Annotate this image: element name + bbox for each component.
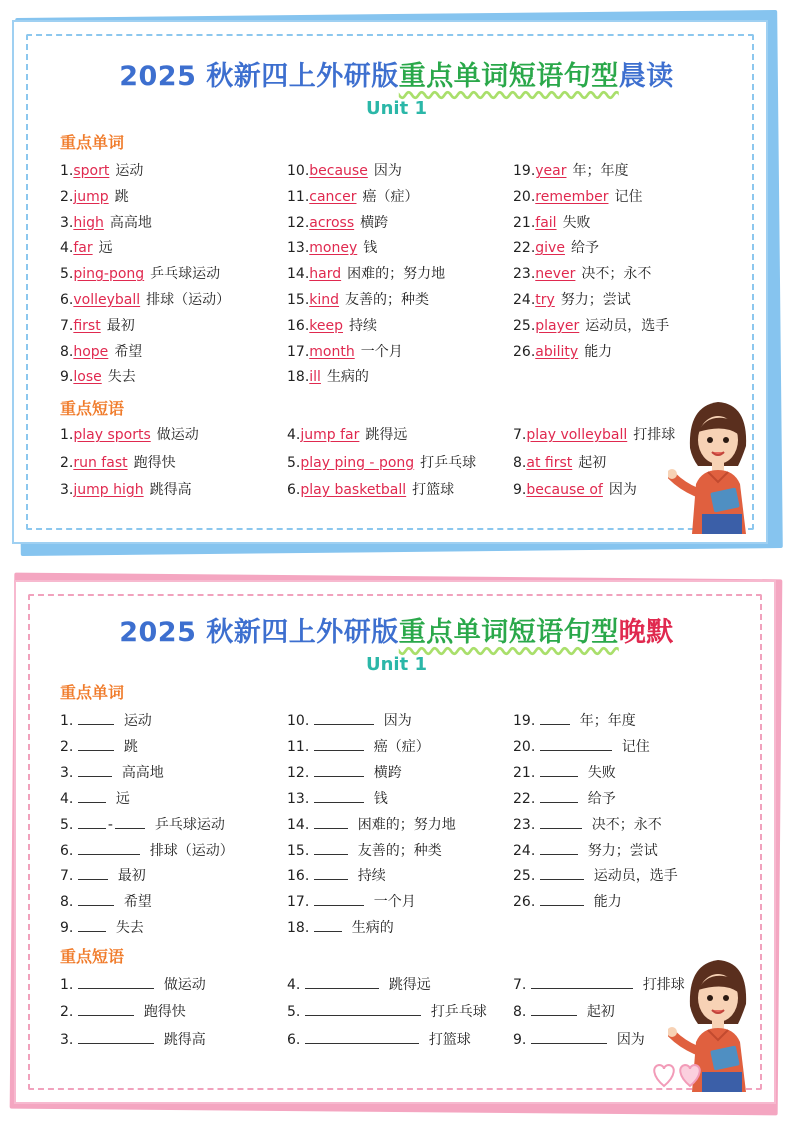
word-number: 19. — [513, 163, 536, 179]
answer-blank — [540, 711, 570, 725]
phrase-chinese: 跑得快 — [143, 1004, 186, 1021]
word-item — [513, 214, 591, 232]
answer-blank — [305, 1002, 421, 1016]
word-english: because — [309, 163, 368, 179]
phrase-chinese: 做运动 — [163, 977, 206, 993]
blank-word-item — [513, 892, 622, 911]
word-chinese: 生病的 — [351, 920, 394, 937]
word-chinese: 运动员，选手 — [593, 868, 678, 885]
answer-blank — [540, 789, 578, 803]
word-number: 9. — [60, 920, 74, 937]
word-number: 17. — [287, 343, 310, 360]
word-number: 19. — [513, 713, 536, 729]
phrase-english: jump far — [300, 427, 360, 443]
phrase-chinese: 打乒乓球 — [420, 454, 477, 471]
phrase-english: because of — [526, 482, 603, 498]
word-english: ill — [309, 369, 321, 386]
word-chinese: 年；年度 — [572, 163, 629, 179]
word-chinese: 希望 — [114, 343, 143, 360]
word-chinese: 横跨 — [373, 764, 402, 781]
phrase-number: 6. — [287, 482, 301, 498]
blank-word-item — [60, 892, 152, 911]
word-chinese: 记住 — [614, 188, 643, 205]
word-item — [513, 343, 612, 361]
word-item — [513, 239, 599, 257]
blank-phrase-item — [513, 975, 685, 994]
word-number: 23. — [513, 816, 536, 833]
phrase-english: play sports — [73, 427, 151, 443]
blank-word-item — [60, 918, 144, 937]
word-number: 8. — [60, 343, 74, 360]
blank-word-item — [287, 737, 430, 756]
word-item — [513, 317, 669, 335]
word-item — [287, 343, 403, 361]
blank-word-item — [287, 789, 388, 808]
word-english: sport — [73, 163, 110, 179]
phrase-number: 7. — [513, 977, 527, 993]
word-chinese: 持续 — [357, 868, 386, 885]
word-english: high — [73, 214, 104, 231]
blank-phrase-item — [60, 975, 206, 994]
word-number: 20. — [513, 738, 536, 755]
word-chinese: 最初 — [117, 868, 146, 885]
answer-blank — [531, 975, 633, 989]
word-number: 16. — [287, 868, 310, 885]
word-number: 3. — [60, 764, 74, 781]
word-item — [513, 291, 631, 309]
phrase-number: 2. — [60, 1004, 74, 1021]
phrase-number: 9. — [513, 482, 527, 498]
answer-blank — [78, 763, 112, 777]
word-chinese: 友善的；种类 — [345, 292, 430, 308]
word-item — [513, 188, 642, 206]
blank-word-item — [60, 737, 138, 756]
word-chinese: 运动 — [115, 163, 144, 179]
word-number: 25. — [513, 317, 536, 334]
blank-word-item — [287, 763, 402, 782]
word-number: 13. — [287, 790, 310, 807]
phrase-item — [287, 426, 407, 444]
word-chinese: 友善的；种类 — [357, 842, 442, 859]
phrase-english: at first — [526, 454, 573, 471]
answer-blank — [314, 763, 364, 777]
word-chinese: 高高地 — [109, 214, 152, 231]
word-number: 5. — [60, 816, 74, 833]
blank-word-item — [287, 892, 416, 911]
word-chinese: 运动员，选手 — [585, 317, 670, 334]
blank-word-item — [513, 711, 636, 730]
answer-blank — [78, 918, 106, 932]
word-item — [60, 214, 152, 232]
word-number: 4. — [60, 240, 74, 257]
word-english: try — [535, 292, 555, 308]
word-english: jump — [73, 188, 109, 205]
blank-word-item — [513, 763, 616, 782]
word-item — [60, 343, 142, 361]
blank-word-item — [60, 815, 225, 834]
phrase-item — [513, 454, 606, 472]
word-chinese: 给予 — [587, 790, 616, 807]
word-chinese: 努力；尝试 — [560, 292, 631, 308]
bottom-words-heading: 重点单词 — [60, 683, 125, 702]
word-english: kind — [309, 292, 340, 308]
word-number: 2. — [60, 188, 74, 205]
answer-blank — [305, 975, 379, 989]
word-item — [287, 317, 377, 335]
word-english: hope — [73, 343, 109, 360]
answer-blank — [78, 737, 114, 751]
answer-blank — [531, 1002, 577, 1016]
blank-word-item — [60, 789, 130, 808]
word-number: 7. — [60, 317, 74, 334]
phrase-english: play ping - pong — [300, 454, 415, 471]
word-number: 6. — [60, 292, 74, 308]
word-chinese: 横跨 — [360, 214, 389, 231]
word-chinese: 持续 — [349, 317, 377, 334]
word-chinese: 决不；永不 — [581, 266, 652, 283]
word-english: ping-pong — [73, 266, 145, 283]
word-item — [60, 291, 230, 309]
answer-blank — [540, 737, 612, 751]
phrase-chinese: 跳得高 — [163, 1031, 206, 1048]
phrase-chinese: 跳得高 — [149, 482, 192, 498]
word-chinese: 因为 — [373, 163, 402, 179]
blank-word-item — [513, 866, 678, 885]
blank-phrase-item — [60, 1002, 186, 1021]
word-item — [60, 188, 129, 206]
word-chinese: 因为 — [383, 713, 412, 729]
answer-blank — [78, 1030, 154, 1044]
phrase-item — [287, 454, 476, 472]
top-words-heading: 重点单词 — [60, 133, 125, 152]
word-number: 4. — [60, 790, 74, 807]
word-number: 1. — [60, 163, 74, 179]
word-chinese: 给予 — [570, 240, 599, 257]
word-chinese: 希望 — [123, 894, 152, 911]
blank-word-item — [287, 841, 442, 860]
word-english: fail — [535, 214, 557, 231]
phrase-english: run fast — [73, 454, 128, 471]
top-title: 2025 秋新四上外研版重点单词短语句型晨读 — [119, 61, 674, 92]
phrase-number: 6. — [287, 1031, 301, 1048]
word-number: 1. — [60, 713, 74, 729]
word-number: 7. — [60, 868, 74, 885]
phrase-item — [60, 454, 176, 472]
word-item — [287, 239, 377, 257]
blank-phrase-item — [287, 975, 431, 994]
answer-blank — [314, 841, 348, 855]
word-number: 25. — [513, 868, 536, 885]
answer-blank — [78, 841, 140, 855]
phrase-number: 9. — [513, 1031, 527, 1048]
word-number: 11. — [287, 738, 310, 755]
answer-blank — [78, 975, 154, 989]
word-chinese: 决不；永不 — [591, 816, 662, 833]
word-number: 14. — [287, 816, 310, 833]
blank-word-item — [287, 711, 412, 730]
word-number: 8. — [60, 894, 74, 911]
word-chinese: 癌（症） — [362, 188, 419, 205]
phrase-english: play basketball — [300, 482, 407, 498]
word-english: lose — [73, 369, 102, 386]
phrase-item — [60, 426, 199, 444]
word-number: 20. — [513, 188, 536, 205]
word-number: 24. — [513, 842, 536, 859]
blank-separator: - — [107, 816, 113, 833]
word-chinese: 记住 — [621, 738, 650, 755]
answer-blank — [314, 918, 342, 932]
word-chinese: 努力；尝试 — [587, 842, 658, 859]
phrase-chinese: 做运动 — [156, 427, 199, 443]
word-chinese: 跳 — [123, 738, 138, 755]
phrase-number: 2. — [60, 454, 74, 471]
word-chinese: 失败 — [562, 214, 591, 231]
phrase-chinese: 跳得远 — [365, 427, 408, 443]
word-chinese: 能力 — [593, 894, 622, 911]
word-number: 11. — [287, 188, 310, 205]
phrase-chinese: 因为 — [608, 482, 637, 498]
bottom-phrases-heading: 重点短语 — [60, 947, 125, 966]
bottom-title: 2025 秋新四上外研版重点单词短语句型晚默 — [119, 617, 674, 648]
word-english: remember — [535, 188, 609, 205]
answer-blank — [540, 841, 578, 855]
word-chinese: 钱 — [363, 240, 378, 257]
answer-blank — [305, 1030, 419, 1044]
word-english: year — [535, 163, 567, 179]
word-english: never — [535, 266, 576, 283]
word-number: 2. — [60, 738, 74, 755]
blank-word-item — [513, 815, 662, 834]
top-unit-label: Unit 1 — [366, 98, 427, 119]
word-chinese: 一个月 — [373, 894, 416, 911]
phrase-chinese: 跑得快 — [133, 454, 176, 471]
answer-blank — [314, 789, 364, 803]
phrase-number: 1. — [60, 977, 74, 993]
word-chinese: 失败 — [587, 764, 616, 781]
word-chinese: 排球（运动） — [149, 842, 234, 859]
word-number: 13. — [287, 240, 310, 257]
phrase-chinese: 打篮球 — [428, 1031, 471, 1048]
phrase-number: 8. — [513, 454, 527, 471]
phrase-number: 8. — [513, 1004, 527, 1021]
heart-icon — [650, 1060, 710, 1090]
answer-blank — [78, 815, 106, 829]
word-number: 3. — [60, 214, 74, 231]
word-number: 10. — [287, 713, 310, 729]
blank-word-item — [513, 789, 616, 808]
answer-blank — [540, 763, 578, 777]
phrase-number: 5. — [287, 454, 301, 471]
word-chinese: 困难的；努力地 — [347, 266, 446, 283]
answer-blank — [314, 737, 364, 751]
phrase-chinese: 起初 — [586, 1004, 615, 1021]
word-chinese: 远 — [115, 790, 130, 807]
phrase-number: 4. — [287, 977, 301, 993]
phrase-number: 5. — [287, 1004, 301, 1021]
answer-blank — [531, 1030, 607, 1044]
teacher-illustration — [668, 388, 764, 534]
word-english: across — [309, 214, 355, 231]
answer-blank — [314, 815, 348, 829]
answer-blank — [540, 866, 584, 880]
word-number: 26. — [513, 894, 536, 911]
word-chinese: 乒乓球运动 — [150, 266, 221, 283]
phrase-chinese: 跳得远 — [388, 977, 431, 993]
word-number: 23. — [513, 266, 536, 283]
word-item — [287, 162, 402, 180]
phrase-chinese: 打乒乓球 — [430, 1004, 487, 1021]
answer-blank — [540, 892, 584, 906]
phrase-english: play volleyball — [526, 427, 628, 443]
word-english: cancer — [309, 188, 357, 205]
blank-word-item — [60, 763, 164, 782]
answer-blank — [314, 711, 374, 725]
word-item — [287, 214, 388, 232]
word-chinese: 年；年度 — [579, 713, 636, 729]
word-chinese: 高高地 — [121, 764, 164, 781]
answer-blank — [314, 892, 364, 906]
word-chinese: 乒乓球运动 — [154, 816, 225, 833]
blank-word-item — [287, 918, 394, 937]
word-item — [513, 162, 629, 180]
blank-word-item — [60, 866, 146, 885]
phrase-chinese: 打篮球 — [412, 482, 455, 498]
word-number: 16. — [287, 317, 310, 334]
word-item — [60, 162, 143, 180]
blank-phrase-item — [60, 1030, 206, 1049]
word-chinese: 失去 — [115, 920, 144, 937]
word-number: 15. — [287, 842, 310, 859]
word-english: keep — [309, 317, 343, 334]
word-chinese: 跳 — [114, 188, 129, 205]
phrase-number: 3. — [60, 482, 74, 498]
word-number: 9. — [60, 369, 74, 386]
phrase-item — [287, 481, 454, 499]
word-english: far — [73, 240, 93, 257]
word-item — [513, 265, 651, 283]
answer-blank — [540, 815, 582, 829]
word-english: hard — [309, 266, 342, 283]
answer-blank — [78, 892, 114, 906]
word-english: ability — [535, 343, 579, 360]
word-item — [287, 265, 445, 283]
blank-word-item — [60, 841, 234, 860]
blank-word-item — [60, 711, 152, 730]
top-phrases-heading: 重点短语 — [60, 399, 125, 418]
phrase-english: jump high — [73, 482, 144, 498]
answer-blank — [78, 866, 108, 880]
word-number: 22. — [513, 240, 536, 257]
word-item — [287, 368, 369, 386]
word-number: 6. — [60, 842, 74, 859]
word-chinese: 困难的；努力地 — [357, 816, 456, 833]
word-english: give — [535, 240, 565, 257]
word-number: 10. — [287, 163, 310, 179]
word-chinese: 远 — [98, 240, 113, 257]
word-chinese: 运动 — [123, 713, 152, 729]
word-english: month — [309, 343, 355, 360]
blank-phrase-item — [287, 1030, 471, 1049]
word-number: 18. — [287, 369, 310, 386]
word-number: 24. — [513, 292, 536, 308]
phrase-item — [60, 481, 192, 499]
word-number: 17. — [287, 894, 310, 911]
word-number: 5. — [60, 266, 74, 283]
blank-word-item — [513, 737, 650, 756]
word-chinese: 一个月 — [360, 343, 403, 360]
word-number: 21. — [513, 214, 536, 231]
blank-word-item — [287, 815, 456, 834]
blank-word-item — [513, 841, 658, 860]
phrase-number: 7. — [513, 427, 527, 443]
phrase-item — [513, 426, 675, 444]
phrase-number: 3. — [60, 1031, 74, 1048]
word-number: 22. — [513, 790, 536, 807]
word-chinese: 失去 — [107, 369, 136, 386]
word-english: money — [309, 240, 358, 257]
phrase-item — [513, 481, 637, 499]
phrase-chinese: 打排球 — [642, 977, 685, 993]
word-chinese: 癌（症） — [373, 738, 430, 755]
phrase-number: 1. — [60, 427, 74, 443]
word-english: volleyball — [73, 292, 141, 308]
word-chinese: 生病的 — [326, 369, 369, 386]
word-chinese: 钱 — [373, 790, 388, 807]
word-chinese: 能力 — [584, 343, 613, 360]
word-number: 15. — [287, 292, 310, 308]
word-number: 12. — [287, 214, 310, 231]
answer-blank — [78, 789, 106, 803]
word-chinese: 最初 — [106, 317, 135, 334]
word-number: 26. — [513, 343, 536, 360]
blank-phrase-item — [513, 1030, 645, 1049]
word-number: 18. — [287, 920, 310, 937]
word-english: player — [535, 317, 580, 334]
answer-blank — [78, 1002, 134, 1016]
word-item — [60, 265, 220, 283]
word-item — [60, 368, 136, 386]
bottom-unit-label: Unit 1 — [366, 654, 427, 675]
answer-blank — [314, 866, 348, 880]
phrase-number: 4. — [287, 427, 301, 443]
phrase-chinese: 起初 — [578, 454, 607, 471]
word-item — [287, 188, 418, 206]
answer-blank — [115, 815, 145, 829]
word-english: first — [73, 317, 101, 334]
blank-word-item — [287, 866, 386, 885]
blank-phrase-item — [287, 1002, 487, 1021]
word-chinese: 排球（运动） — [146, 292, 231, 308]
word-item — [287, 291, 429, 309]
answer-blank — [78, 711, 114, 725]
word-item — [60, 317, 135, 335]
phrase-chinese: 打排球 — [633, 427, 676, 443]
word-number: 14. — [287, 266, 310, 283]
phrase-chinese: 因为 — [616, 1031, 645, 1048]
word-number: 12. — [287, 764, 310, 781]
blank-phrase-item — [513, 1002, 615, 1021]
word-item — [60, 239, 113, 257]
word-number: 21. — [513, 764, 536, 781]
